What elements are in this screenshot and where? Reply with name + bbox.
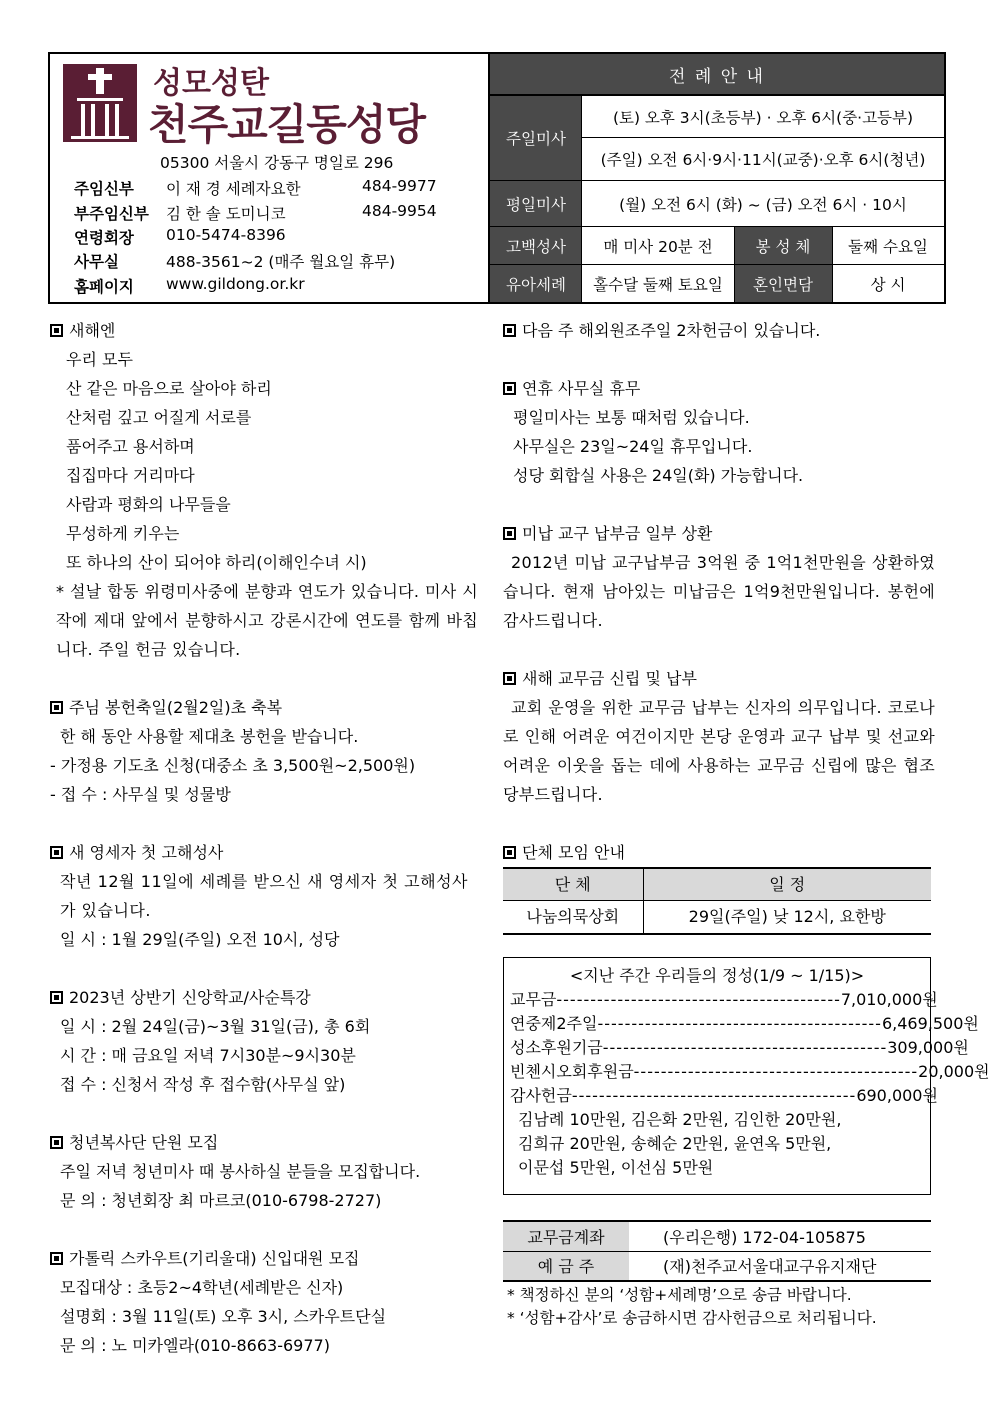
leader-dashes: ------------------------------------------ xyxy=(556,990,841,1009)
bank-account-table xyxy=(503,1220,931,1282)
sunday-mass-label: 주일미사 xyxy=(490,96,582,180)
offering-item xyxy=(510,1060,990,1084)
bullet-box-icon xyxy=(503,672,516,685)
divider xyxy=(490,180,944,181)
right-column xyxy=(503,316,935,935)
table-row xyxy=(503,900,931,934)
account-label: 예 금 주 xyxy=(503,1251,629,1281)
info-label: 연령회장 xyxy=(74,229,134,247)
offering-summary-box xyxy=(503,957,990,1195)
account-label: 교무금계좌 xyxy=(503,1221,629,1251)
header-box xyxy=(48,52,946,304)
section-title-candlemas: 주님 봉헌축일(2월2일)초 축복 xyxy=(50,693,480,722)
info-value: 이 재 경 세례자요한 xyxy=(166,180,301,198)
left-column xyxy=(50,316,480,1360)
section-title-new-year: 새해엔 xyxy=(50,316,480,345)
body-line: 일 시 : 1월 29일(주일) 오전 10시, 성당 xyxy=(60,930,340,949)
account-notes xyxy=(507,1284,877,1330)
body-line: 문 의 : 청년회장 최 마르코(010-6798-2727) xyxy=(60,1191,382,1210)
sunday-mass-line2: (주일) 오전 6시·9시·11시(교중)·오후 6시(청년) xyxy=(600,151,926,169)
confession-value: 매 미사 20분 전 xyxy=(603,237,713,256)
lunar-new-year-note: * 설날 합동 위령미사중에 분향과 연도가 있습니다. 미사 시작에 제대 앞에서 분향하시고 강론시간에 연도를 함께 바칩니다. 주일 헌금 있습니다. xyxy=(56,582,478,659)
offering-title: <지난 주간 우리들의 정성(1/9 ~ 1/15)> xyxy=(569,966,865,985)
bullet-box-icon xyxy=(50,701,63,714)
group-meeting-table xyxy=(503,867,931,935)
section-title-youth-servers: 청년복사단 단원 모집 xyxy=(50,1128,480,1157)
weekday-mass-label: 평일미사 xyxy=(490,181,582,226)
communion-value: 둘째 수요일 xyxy=(848,237,928,256)
body-line: 접 수 : 신청서 작성 후 접수함(사무실 앞) xyxy=(60,1075,346,1094)
account-value: (재)천주교서울대교구유지재단 xyxy=(629,1251,931,1281)
body-text: 작년 12월 11일에 세례를 받으신 새 영세자 첫 고해성사가 있습니다. xyxy=(60,872,468,920)
donor-line: 김남례 10만원, 김은화 2만원, 김인한 20만원, xyxy=(518,1110,842,1129)
body-line: 일 시 : 2월 24일(금)~3월 31일(금), 총 6회 xyxy=(60,1017,371,1036)
offering-amount: 7,010,000원 xyxy=(840,990,938,1009)
account-note: * 책정하신 분의 ‘성함+세례명’으로 송금 바랍니다. xyxy=(507,1286,852,1304)
table-row xyxy=(503,1251,931,1281)
table-cell: 29일(주일) 낮 12시, 요한방 xyxy=(643,900,931,934)
liturgy-schedule xyxy=(488,54,944,302)
donor-line: 이문섭 5만원, 이선심 5만원 xyxy=(518,1158,714,1177)
account-value: (우리은행) 172-04-105875 xyxy=(629,1221,931,1251)
poem-line: 산처럼 깊고 어질게 서로를 xyxy=(66,408,252,427)
divider xyxy=(832,226,833,302)
offering-name: 교무금 xyxy=(510,990,557,1009)
info-phone: 484-9977 xyxy=(362,177,437,195)
parish-name-large: 천주교길동성당 xyxy=(148,100,426,149)
bullet-box-icon xyxy=(50,1136,63,1149)
offering-name: 감사헌금 xyxy=(510,1086,572,1105)
table-header: 단 체 xyxy=(503,868,643,900)
section-title-scouts: 가톨릭 스카우트(기리울대) 신입대원 모집 xyxy=(50,1244,480,1273)
info-value: 488-3561~2 (매주 월요일 휴무) xyxy=(166,253,396,271)
offering-amount: 20,000원 xyxy=(918,1062,990,1081)
body-line: 한 해 동안 사용할 제대초 봉헌을 받습니다. xyxy=(60,727,359,746)
offering-name: 빈첸시오회후원금 xyxy=(510,1062,634,1081)
offering-name: 연중제2주일 xyxy=(510,1014,598,1033)
table-cell: 나눔의묵상회 xyxy=(503,900,643,934)
info-value: 김 한 솔 도미니코 xyxy=(166,205,286,223)
body-line: - 가정용 기도초 신청(대중소 초 3,500원~2,500원) xyxy=(50,756,416,775)
section-title-holiday-office: 연휴 사무실 휴무 xyxy=(503,374,935,403)
bullet-box-icon xyxy=(503,846,516,859)
parish-address: 05300 서울시 강동구 명일로 296 xyxy=(160,154,394,172)
divider xyxy=(734,226,735,302)
marriage-label: 혼인면담 xyxy=(734,265,832,302)
offering-amount: 6,469,500원 xyxy=(881,1014,979,1033)
offering-item xyxy=(510,1012,979,1036)
parish-info xyxy=(50,54,488,302)
bullet-box-icon xyxy=(503,527,516,540)
info-label: 홈페이지 xyxy=(74,278,134,296)
section-title-church-dues: 새해 교무금 신립 및 납부 xyxy=(503,664,935,693)
bullet-box-icon xyxy=(50,991,63,1004)
body-line: 주일 저녁 청년미사 때 봉사하실 분들을 모집합니다. xyxy=(60,1162,421,1181)
poem-line: 우리 모두 xyxy=(66,350,133,369)
offering-amount: 690,000원 xyxy=(856,1086,938,1105)
bullet-box-icon xyxy=(503,324,516,337)
table-header: 일 정 xyxy=(643,868,931,900)
account-note: * ‘성함+감사’로 송금하시면 감사헌금으로 처리됩니다. xyxy=(507,1309,877,1327)
body-line: 평일미사는 보통 때처럼 있습니다. xyxy=(513,408,750,427)
offering-item xyxy=(510,1084,938,1108)
communion-label: 봉 성 체 xyxy=(734,227,832,264)
info-label: 사무실 xyxy=(74,253,119,271)
baptism-value: 홀수달 둘째 토요일 xyxy=(593,275,723,294)
bullet-box-icon xyxy=(50,1252,63,1265)
baptism-label: 유아세례 xyxy=(490,265,582,302)
section-title-faith-school: 2023년 상반기 신앙학교/사순특강 xyxy=(50,983,480,1012)
info-label: 부주임신부 xyxy=(74,205,149,223)
bullet-box-icon xyxy=(503,382,516,395)
leader-dashes: ------------------------------------------ xyxy=(602,1038,888,1057)
body-line: 설명회 : 3월 11일(토) 오후 3시, 스카우트단실 xyxy=(60,1307,387,1326)
body-line: 모집대상 : 초등2~4학년(세례받은 신자) xyxy=(60,1278,344,1297)
section-title-first-confession: 새 영세자 첫 고해성사 xyxy=(50,838,480,867)
confession-label: 고백성사 xyxy=(490,227,582,264)
section-title-group-meetings: 단체 모임 안내 xyxy=(503,838,935,867)
body-text: 교회 운영을 위한 교무금 납부는 신자의 의무입니다. 코로나로 인해 어려운 여건이지만 본당 운영과 교구 납부 및 선교와 어려운 이웃을 돕는 데에 사용하는 교무금 신립에 많은 협조 당부드립니다. xyxy=(503,698,935,804)
weekday-mass-value: (월) 오전 6시 (화) ~ (금) 오전 6시 · 10시 xyxy=(619,195,907,214)
donor-line: 김희규 20만원, 송혜순 2만원, 윤연옥 5만원, xyxy=(518,1134,832,1153)
info-phone: 484-9954 xyxy=(362,202,437,220)
sunday-mass-line1: (토) 오후 3시(초등부) · 오후 6시(중·고등부) xyxy=(612,108,914,127)
body-line: 사무실은 23일~24일 휴무입니다. xyxy=(513,437,753,456)
offering-amount: 309,000원 xyxy=(887,1038,969,1057)
divider xyxy=(582,137,944,138)
poem-line: 사람과 평화의 나무들을 xyxy=(66,495,231,514)
parish-name-small: 성모성탄 xyxy=(153,66,269,101)
body-line: - 접 수 : 사무실 및 성물방 xyxy=(50,785,231,804)
poem-line: 품어주고 용서하며 xyxy=(66,437,195,456)
leader-dashes: ------------------------------------------ xyxy=(633,1062,919,1081)
poem-line: 또 하나의 산이 되어야 하리(이해인수녀 시) xyxy=(66,553,367,572)
bullet-box-icon xyxy=(50,846,63,859)
divider xyxy=(490,264,944,265)
offering-name: 성소후원기금 xyxy=(510,1038,603,1057)
schedule-title: 전 례 안 내 xyxy=(490,54,944,94)
leader-dashes: ------------------------------------------ xyxy=(597,1014,882,1033)
parish-logo xyxy=(63,64,137,142)
body-text: 2012년 미납 교구납부금 3억원 중 1억1천만원을 상환하였습니다. 현재 남아있는 미납금은 1억9천만원입니다. 봉헌에 감사드립니다. xyxy=(503,553,935,630)
body-line: 성당 회합실 사용은 24일(화) 가능합니다. xyxy=(513,466,804,485)
homepage-link[interactable]: www.gildong.or.kr xyxy=(166,275,305,293)
poem-line: 산 같은 마음으로 살아야 하리 xyxy=(66,379,272,398)
info-value: 010-5474-8396 xyxy=(166,226,286,244)
church-icon xyxy=(63,64,137,142)
body-line: 시 간 : 매 금요일 저녁 7시30분~9시30분 xyxy=(60,1046,356,1065)
bullet-box-icon xyxy=(50,324,63,337)
section-title-diocese-repayment: 미납 교구 납부금 일부 상환 xyxy=(503,519,935,548)
divider xyxy=(490,94,944,96)
marriage-value: 상 시 xyxy=(870,275,906,294)
body-line: 문 의 : 노 미카엘라(010-8663-6977) xyxy=(60,1336,330,1355)
divider xyxy=(490,226,944,227)
section-title-overseas-aid: 다음 주 해외원조주일 2차헌금이 있습니다. xyxy=(503,316,935,345)
poem-line: 무성하게 키우는 xyxy=(66,524,180,543)
offering-item xyxy=(510,988,938,1012)
poem-line: 집집마다 거리마다 xyxy=(66,466,195,485)
offering-item xyxy=(510,1036,969,1060)
info-label: 주임신부 xyxy=(74,180,134,198)
divider xyxy=(581,94,582,302)
leader-dashes: ------------------------------------------ xyxy=(571,1086,857,1105)
table-row xyxy=(503,1221,931,1251)
